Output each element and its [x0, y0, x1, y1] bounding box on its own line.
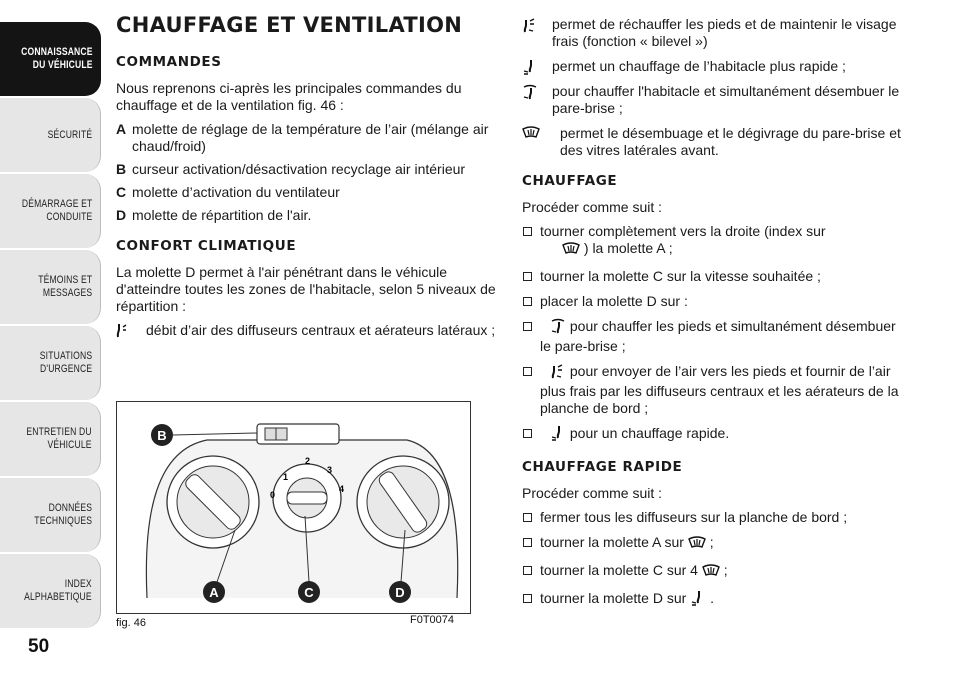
temperature-knob[interactable] [167, 456, 259, 548]
heater-controls-figure [116, 401, 471, 614]
item-text: permet le désembuage et le dégivrage du pare-brise et des vitres latérales avant. [560, 125, 901, 158]
face-vent-icon [116, 323, 128, 343]
rapide-step [522, 534, 902, 554]
item-text: molette de répartition de l'air. [132, 207, 312, 223]
tab-label: SÉCURITÉ [47, 128, 92, 141]
checkbox-bullet [523, 227, 532, 236]
step-text: placer la molette D sur : [540, 293, 688, 309]
item-text: pour chauffer l'habitacle et simultanément désembuer le pare-brise ; [552, 83, 900, 116]
left-column [116, 13, 496, 347]
windscreen-defrost-icon [688, 536, 706, 554]
item-text: molette d’activation du ventilateur [132, 184, 340, 200]
bilevel-icon [540, 363, 566, 383]
fan-speed-label: 3 [327, 465, 333, 475]
callout-a [203, 581, 225, 603]
distribution-item [522, 83, 902, 117]
tab-securite[interactable] [0, 98, 101, 172]
step-text: fermer tous les diffuseurs sur la planche de bord ; [540, 509, 848, 525]
checkbox-bullet [523, 429, 532, 438]
page-title: CHAUFFAGE ET VENTILATION [116, 13, 463, 37]
checkbox-bullet [523, 594, 532, 603]
step-text: ; [723, 562, 728, 578]
callout-c [298, 581, 320, 603]
rapide-intro: Procéder comme suit : [522, 485, 663, 501]
rapide-step [522, 509, 902, 526]
callout-b [151, 424, 173, 446]
feet-icon [690, 590, 706, 610]
svg-text:D: D [395, 585, 405, 600]
tab-label: TÉMOINS ET MESSAGES [37, 274, 92, 299]
feet-defrost-icon [522, 84, 538, 104]
section-heading-chauffage: CHAUFFAGE [522, 173, 618, 189]
windscreen-defrost-icon [562, 242, 580, 260]
commande-item [116, 121, 496, 155]
windscreen-defrost-icon [702, 564, 720, 582]
commande-item [116, 207, 496, 224]
step-text: ) la molette A ; [583, 240, 673, 256]
distribution-item [522, 58, 902, 75]
checkbox-bullet [523, 297, 532, 306]
feet-icon [540, 425, 566, 445]
item-text: molette de réglage de la température de l’air (mélange air chaud/froid) [132, 121, 489, 154]
rapide-step [522, 562, 902, 582]
item-letter: A [116, 121, 127, 137]
distribution-knob[interactable] [357, 456, 449, 548]
chauffage-step [522, 268, 902, 285]
item-text: permet un chauffage de l’habitacle plus rapide ; [552, 58, 846, 74]
figure-caption: fig. 46 [116, 617, 146, 629]
bilevel-icon [522, 17, 538, 37]
feet-defrost-icon [540, 318, 566, 338]
confort-intro: La molette D permet à l'air pénétrant dans le véhicule d'atteindre toutes les zones de l'habitacle, selon 5 niveaux de répartition : [116, 264, 496, 314]
item-text: permet de réchauffer les pieds et de maintenir le visage frais (fonction « bilevel ») [552, 16, 897, 49]
checkbox-bullet [523, 367, 532, 376]
tab-demarrage-et-conduite[interactable] [0, 174, 101, 248]
item-letter: B [116, 161, 127, 177]
item-text: curseur activation/désactivation recyclage air intérieur [132, 161, 466, 177]
section-heading-commandes: COMMANDES [116, 54, 222, 70]
distribution-item [522, 16, 902, 50]
checkbox-bullet [523, 272, 532, 281]
item-letter: C [116, 184, 127, 200]
checkbox-bullet [523, 566, 532, 575]
step-text: tourner la molette C sur 4 [540, 562, 698, 578]
tab-label: SITUATIONS D'URGENCE [39, 350, 92, 375]
checkbox-bullet [523, 513, 532, 522]
step-text: pour un chauffage rapide. [569, 425, 730, 441]
fan-speed-label: 4 [339, 484, 345, 494]
svg-text:B: B [157, 428, 167, 443]
tab-temoins-et-messages[interactable] [0, 250, 101, 324]
item-letter: D [116, 207, 127, 223]
feet-icon [522, 59, 538, 79]
checkbox-bullet [523, 538, 532, 547]
commande-item [116, 184, 496, 201]
tab-label: ENTRETIEN DU VÉHICULE [26, 426, 92, 451]
commandes-intro: Nous reprenons ci-après les principales commandes du chauffage et de la ventilation fig. 46 : [116, 80, 462, 113]
rapide-step [522, 590, 902, 610]
step-text: tourner la molette A sur [540, 534, 684, 550]
confort-item-text: débit d’air des diffuseurs centraux et aérateurs latéraux ; [146, 322, 496, 338]
tab-situations-d-urgence[interactable] [0, 326, 101, 400]
step-text: tourner la molette C sur la vitesse souhaitée ; [540, 268, 821, 284]
svg-text:C: C [304, 585, 314, 600]
svg-text:A: A [209, 585, 219, 600]
tab-donnees-techniques[interactable] [0, 478, 101, 552]
tab-label: DÉMARRAGE ET CONDUITE [21, 198, 92, 223]
chauffage-step [522, 223, 902, 260]
confort-item [116, 322, 496, 339]
checkbox-bullet [523, 322, 532, 331]
step-text: tourner la molette D sur [540, 590, 687, 606]
figure-code: F0T0074 [410, 614, 455, 626]
chauffage-step [522, 318, 902, 355]
callout-d [389, 581, 411, 603]
section-heading-chauffage-rapide: CHAUFFAGE RAPIDE [522, 459, 683, 475]
tab-entretien-du-vehicule[interactable] [0, 402, 101, 476]
chauffage-step [522, 363, 902, 417]
tab-label: CONNAISSANCE DU VÉHICULE [21, 46, 93, 71]
page-number: 50 [28, 636, 50, 657]
step-text: ; [709, 534, 714, 550]
section-heading-confort: CONFORT CLIMATIQUE [116, 238, 297, 254]
step-text: tourner complètement vers la droite (index sur [540, 223, 826, 239]
chauffage-intro: Procéder comme suit : [522, 199, 663, 215]
step-text: . [710, 590, 714, 606]
tab-connaissance-du-vehicule[interactable] [0, 22, 101, 96]
chauffage-step [522, 425, 902, 445]
heater-controls-illustration [117, 402, 471, 614]
windscreen-defrost-icon [522, 126, 540, 144]
right-column [522, 16, 902, 618]
step-text: pour envoyer de l’air vers les pieds et fournir de l’air plus frais par les diffuseurs centraux et les aérateurs de la planche de bord ; [540, 363, 899, 416]
fan-speed-label: 1 [283, 472, 289, 482]
tab-label: DONNÉES TECHNIQUES [34, 502, 92, 527]
step-text: pour chauffer les pieds et simultanément désembuer le pare-brise ; [540, 318, 896, 354]
tab-index-alphabetique[interactable] [0, 554, 101, 628]
chauffage-step [522, 293, 902, 310]
tab-label: INDEX ALPHABETIQUE [24, 578, 92, 603]
commande-item [116, 161, 496, 178]
fan-speed-label: 0 [270, 490, 276, 500]
fan-speed-label: 2 [305, 456, 311, 466]
distribution-item [522, 125, 902, 159]
